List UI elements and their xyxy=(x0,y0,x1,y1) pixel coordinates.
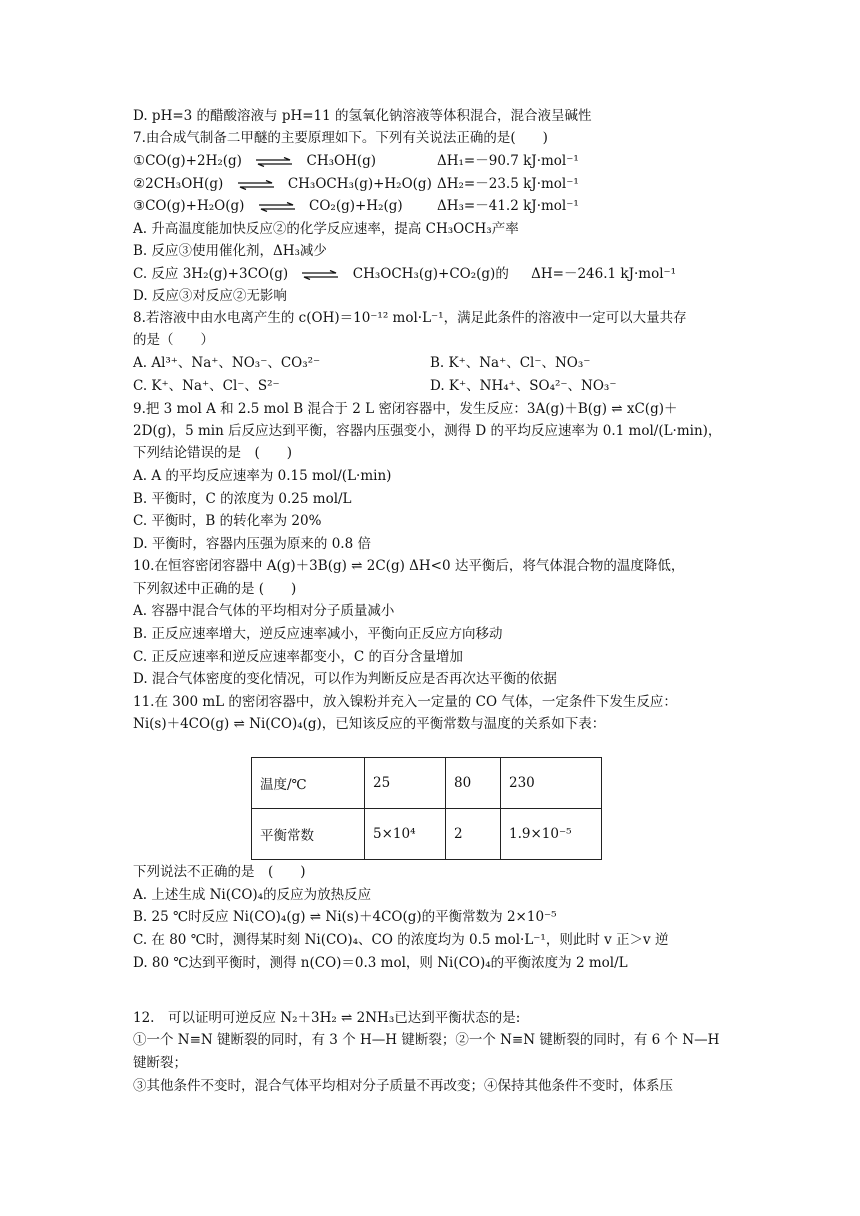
text-line: 9.把 3 mol A 和 2.5 mol B 混合于 2 L 密闭容器中，发生反应：3A(g)＋B(g) ⇌ xC(g)＋ xyxy=(133,401,678,417)
table-cell: 80 xyxy=(446,758,501,809)
table-cell: 1.9×10⁻⁵ xyxy=(501,809,602,860)
text-line: 10.在恒容密闭容器中 A(g)＋3B(g) ⇌ 2C(g) ΔH<0 达平衡后，将气体混合物的温度降低， xyxy=(133,558,685,574)
q7c-prefix: C. 反应 3H₂(g)+3CO(g) xyxy=(133,266,289,282)
text-line: D. 平衡时，容器内压强为原来的 0.8 倍 xyxy=(133,536,371,552)
reaction-1-dh: ΔH₁=－90.7 kJ·mol⁻¹ xyxy=(437,153,579,169)
text-line: 7.由合成气制备二甲醚的主要原理如下。下列有关说法正确的是( ) xyxy=(133,130,548,146)
reaction-3-left: ③CO(g)+H₂O(g) xyxy=(133,198,245,214)
table-cell: 25 xyxy=(365,758,446,809)
text-line: 2D(g)，5 min 后反应达到平衡，容器内压强变小，测得 D 的平均反应速率为 0.1 mol/(L·min)， xyxy=(133,423,722,439)
table-cell: 2 xyxy=(446,809,501,860)
text-line: B. 反应③使用催化剂，ΔH₃减少 xyxy=(133,243,327,259)
q7-option-c xyxy=(133,264,676,284)
text-line: A. 上述生成 Ni(CO)₄的反应为放热反应 xyxy=(133,887,372,903)
text-line: 下列叙述中正确的是 ( ) xyxy=(133,581,297,597)
reaction-2-dh: ΔH₂=－23.5 kJ·mol⁻¹ xyxy=(437,176,579,192)
text-line: 下列说法不正确的是 ( ) xyxy=(133,864,306,880)
text-line: ③其他条件不变时，混合气体平均相对分子质量不再改变；④保持其他条件不变时，体系压 xyxy=(133,1078,673,1094)
equilibrium-arrow-icon xyxy=(257,202,297,212)
text-line: B. 正反应速率增大，逆反应速率减小，平衡向正反应方向移动 xyxy=(133,626,503,642)
reaction-3 xyxy=(133,196,403,216)
q8-option-d: D. K⁺、NH₄⁺、SO₄²⁻、NO₃⁻ xyxy=(430,378,617,394)
reaction-1-left: ①CO(g)+2H₂(g) xyxy=(133,153,242,169)
text-line: 的是（ ） xyxy=(133,332,214,348)
text-line: D. pH=3 的醋酸溶液与 pH=11 的氢氧化钠溶液等体积混合，混合液呈碱性 xyxy=(133,108,592,124)
text-line: D. 反应③对反应②无影响 xyxy=(133,288,287,304)
equilibrium-arrow-icon xyxy=(236,180,276,190)
table-cell: 平衡常数 xyxy=(252,809,365,860)
text-line: 11.在 300 mL 的密闭容器中，放入镍粉并充入一定量的 CO 气体，一定条件下发生反应： xyxy=(133,694,677,710)
q8-option-b: B. K⁺、Na⁺、Cl⁻、NO₃⁻ xyxy=(430,355,591,371)
reaction-1 xyxy=(133,151,376,171)
equilibrium-arrow-icon xyxy=(254,157,294,167)
text-line: D. 80 ℃达到平衡时，测得 n(CO)＝0.3 mol，则 Ni(CO)₄的平衡浓度为 2 mol/L xyxy=(133,955,628,971)
equilibrium-arrow-icon xyxy=(300,270,340,280)
equilibrium-constant-table xyxy=(251,757,602,860)
q8-option-c: C. K⁺、Na⁺、Cl⁻、S²⁻ xyxy=(133,378,280,394)
text-line: B. 平衡时，C 的浓度为 0.25 mol/L xyxy=(133,491,352,507)
text-line: C. 正反应速率和逆反应速率都变小，C 的百分含量增加 xyxy=(133,649,464,665)
q8-option-a: A. Al³⁺、Na⁺、NO₃⁻、CO₃²⁻ xyxy=(133,355,321,371)
text-line: A. 容器中混合气体的平均相对分子质量减小 xyxy=(133,603,395,619)
reaction-2-left: ②2CH₃OH(g) xyxy=(133,176,224,192)
text-line: A. A 的平均反应速率为 0.15 mol/(L·min) xyxy=(133,468,392,484)
table-row xyxy=(252,758,602,809)
text-line: ①一个 N≡N 键断裂的同时，有 3 个 H—H 键断裂；②一个 N≡N 键断裂的同时，有 6 个 N—H xyxy=(133,1032,720,1048)
table-cell: 230 xyxy=(501,758,602,809)
reaction-1-right: CH₃OH(g) xyxy=(306,153,377,169)
text-line: C. 平衡时，B 的转化率为 20% xyxy=(133,513,322,529)
reaction-3-right: CO₂(g)+H₂(g) xyxy=(309,198,403,214)
text-line: A. 升高温度能加快反应②的化学反应速率，提高 CH₃OCH₃产率 xyxy=(133,221,519,237)
text-line: B. 25 ℃时反应 Ni(CO)₄(g) ⇌ Ni(s)＋4CO(g)的平衡常数为 2×10⁻⁵ xyxy=(133,909,557,925)
reaction-3-dh: ΔH₃=－41.2 kJ·mol⁻¹ xyxy=(437,198,579,214)
table-cell: 温度/℃ xyxy=(252,758,365,809)
q7c-right: CH₃OCH₃(g)+CO₂(g)的 xyxy=(352,266,509,282)
text-line: 12. 可以证明可逆反应 N₂＋3H₂ ⇌ 2NH₃已达到平衡状态的是: xyxy=(133,1010,521,1026)
reaction-2-right: CH₃OCH₃(g)+H₂O(g) xyxy=(287,176,432,192)
text-line: 键断裂； xyxy=(133,1055,187,1071)
table-cell: 5×10⁴ xyxy=(365,809,446,860)
q7c-dh: ΔH=－246.1 kJ·mol⁻¹ xyxy=(531,266,677,282)
reaction-2 xyxy=(133,174,432,194)
text-line: C. 在 80 ℃时，测得某时刻 Ni(CO)₄、CO 的浓度均为 0.5 mol·L⁻¹，则此时 v 正＞v 逆 xyxy=(133,932,669,948)
text-line: 8.若溶液中由水电离产生的 c(OH)＝10⁻¹² mol·L⁻¹，满足此条件的溶液中一定可以大量共存 xyxy=(133,310,687,326)
text-line: D. 混合气体密度的变化情况，可以作为判断反应是否再次达平衡的依据 xyxy=(133,671,557,687)
text-line: 下列结论错误的是 ( ) xyxy=(133,445,293,461)
table-row xyxy=(252,809,602,860)
text-line: Ni(s)＋4CO(g) ⇌ Ni(CO)₄(g)，已知该反应的平衡常数与温度的关系如下表： xyxy=(133,716,606,732)
